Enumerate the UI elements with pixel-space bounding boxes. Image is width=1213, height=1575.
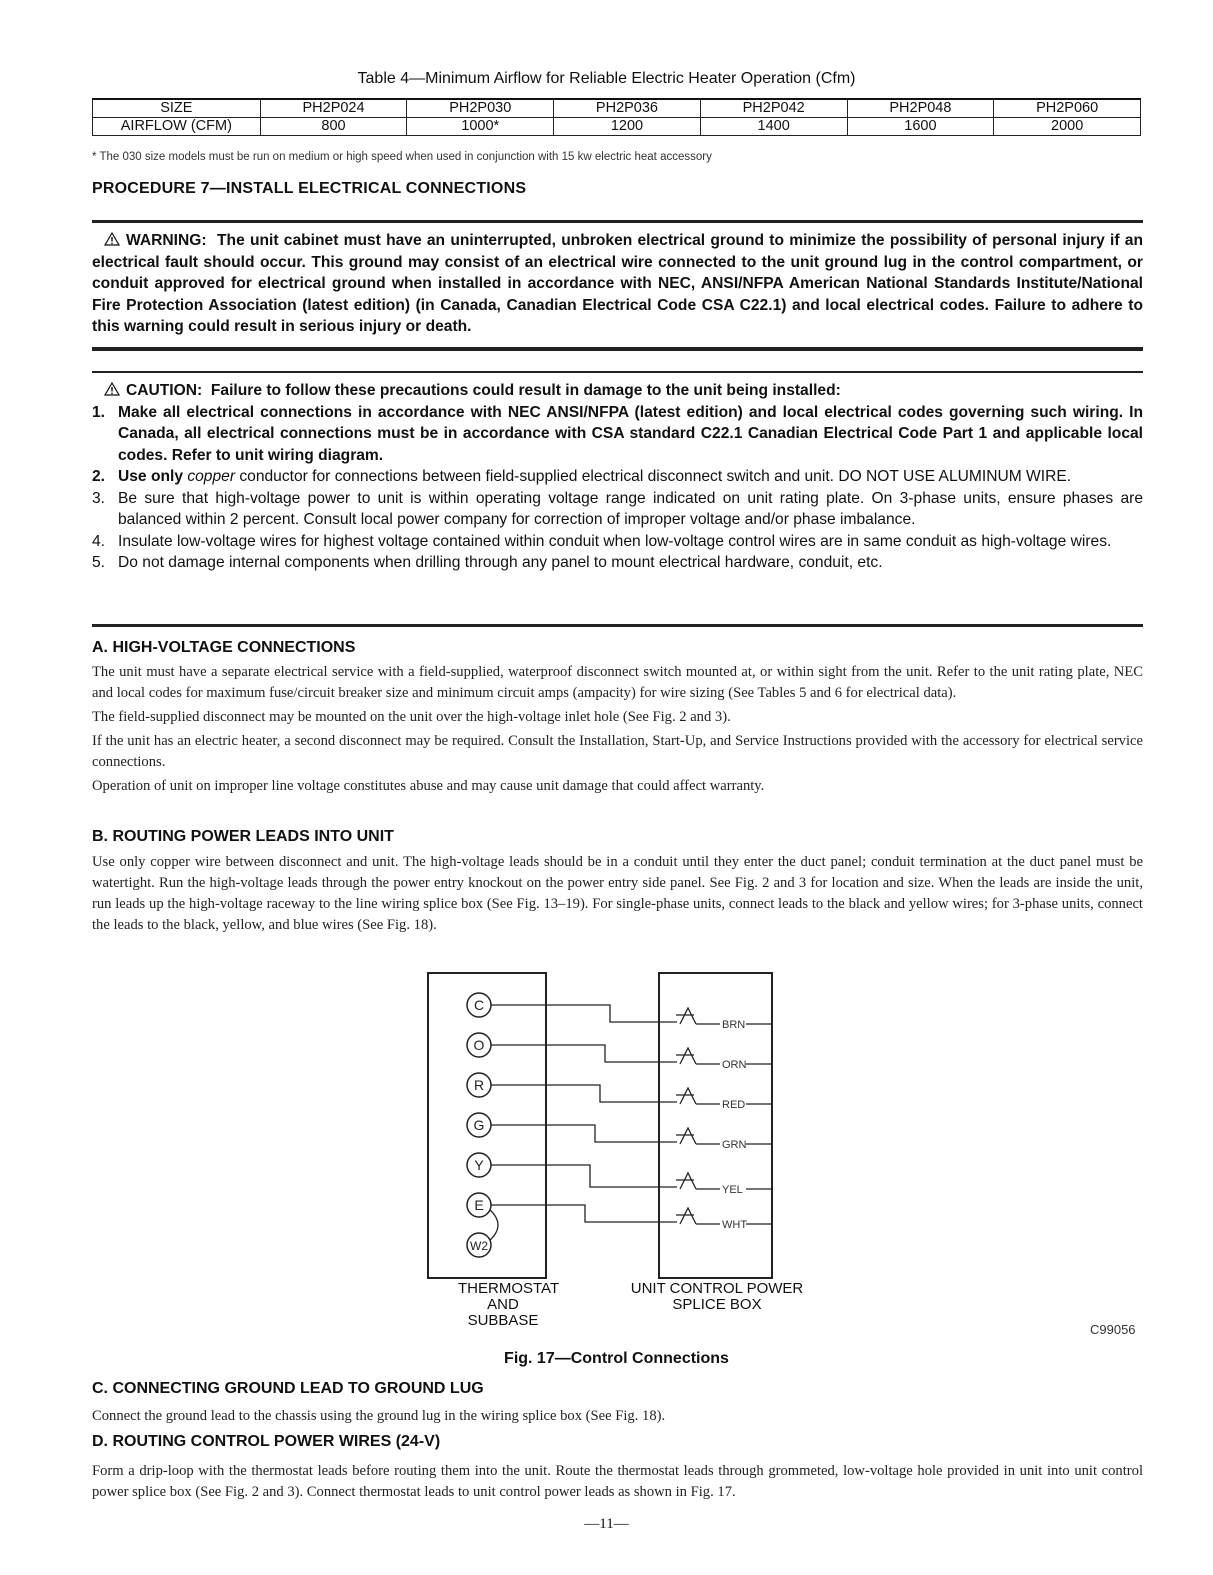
divider — [92, 371, 1143, 373]
thermostat-label-line1: THERMOSTAT — [458, 1280, 560, 1297]
caution-block — [92, 380, 1143, 574]
caution-item — [92, 531, 1143, 553]
wire-nut-icon — [680, 1088, 696, 1104]
table-cell: 1600 — [847, 118, 994, 136]
wire-nut-icon — [680, 1208, 696, 1224]
section-a-title: A. HIGH-VOLTAGE CONNECTIONS — [92, 639, 356, 656]
wire-brn — [491, 1005, 677, 1022]
figure-caption: Fig. 17—Control Connections — [504, 1350, 729, 1367]
caution-item-text: Insulate low-voltage wires for highest voltage contained within conduit when low-voltage control wires are in same conduit as high-voltage wires. — [118, 532, 1112, 550]
table-header-row — [93, 99, 1141, 118]
wire-yel — [491, 1165, 677, 1187]
terminal-label: R — [473, 1077, 485, 1093]
terminal-label: E — [474, 1197, 484, 1213]
caution-item — [92, 402, 1143, 467]
caution-item-number: 4. — [92, 532, 106, 550]
section-c-title: C. CONNECTING GROUND LEAD TO GROUND LUG — [92, 1380, 484, 1397]
caution-item-text: Make all electrical connections in accordance with NEC ANSI/NFPA (latest edition) and local electrical codes governing such wiring. In Canada, all electrical connections must be in accordance with CSA standard C22.1 Canadian Electrical Code Part 1 and applicable local codes. Refer to unit wiring diagram. — [118, 403, 1143, 464]
table-row — [93, 118, 1141, 136]
terminals — [467, 993, 491, 1257]
splice-box — [659, 973, 772, 1278]
caution-item-number: 2. — [92, 468, 106, 485]
caution-item-text: conductor for connections between field-supplied electrical disconnect switch and unit. DO NOT USE ALUMINUM WIRE. — [235, 468, 1072, 485]
caution-item-text: Do not damage internal components when drilling through any panel to mount electrical hardware, conduit, etc. — [118, 554, 883, 571]
section-a-body — [92, 662, 1143, 797]
wire-nut-icon — [680, 1048, 696, 1064]
section-c-body: Connect the ground lead to the chassis using the ground lug in the wiring splice box (See Fig. 18). — [92, 1408, 666, 1424]
paragraph: If the unit has an electric heater, a second disconnect may be required. Consult the Installation, Start-Up, and Service Instructions provided with the accessory for electrical service connections. — [92, 733, 1143, 770]
splice-box-label — [622, 1281, 812, 1313]
warning-text: The unit cabinet must have an uninterrupted, unbroken electrical ground to minimize the possibility of personal injury if an electrical fault should occur. This ground may consist of an electrical wire connected to the unit ground lug in the control compartment, or conduit approved for electrical ground when installed in accordance with NEC, ANSI/NFPA American National Standards Institute/National Fire Protection Association (latest edition) (in Canada, Canadian Electrical Code CSA C22.1) and local electrical codes. Failure to adhere to this warning could result in serious injury or death. — [92, 232, 1143, 335]
table-footnote: * The 030 size models must be run on medium or high speed when used in conjunction with 15 kw electric heat accessory — [92, 151, 712, 163]
wire-label-brn: BRN — [722, 1019, 746, 1031]
page-number: —11— — [584, 1516, 629, 1532]
terminal-label: G — [473, 1117, 485, 1133]
splice-box-label-line1: UNIT CONTROL POWER — [630, 1280, 804, 1297]
caution-item — [92, 466, 1143, 488]
caution-item-number: 5. — [92, 554, 106, 571]
caution-headline: Failure to follow these precautions could result in damage to the unit being installed: — [210, 382, 841, 399]
wire-label-orn: ORN — [722, 1059, 747, 1071]
caution-item-number: 3. — [92, 489, 106, 507]
divider — [92, 347, 1143, 351]
table-cell: PH2P036 — [554, 99, 701, 118]
wire-label-red: RED — [722, 1099, 746, 1111]
terminal-label: O — [473, 1037, 485, 1053]
table-cell: AIRFLOW (CFM) — [93, 118, 261, 136]
paragraph: The field-supplied disconnect may be mounted on the unit over the high-voltage inlet hole (See Fig. 2 and 3). — [92, 709, 731, 725]
section-d-body: Form a drip-loop with the thermostat leads before routing them into the unit. Route the thermostat leads through grommeted, low-voltage hole provided in unit into unit control power splice box (See Fig. 2 and 3). Connect thermostat leads to unit control power leads as shown in Fig. 17. — [92, 1463, 1143, 1500]
wire-orn — [491, 1045, 677, 1062]
wire-labels — [722, 1019, 747, 1231]
paragraph: Operation of unit on improper line voltage constitutes abuse and may cause unit damage that could affect warranty. — [92, 778, 765, 794]
splice-box-label-line2: SPLICE BOX — [672, 1296, 762, 1313]
table-cell: PH2P048 — [847, 99, 994, 118]
thermostat-label-line2: AND SUBBASE — [467, 1296, 539, 1329]
table-cell: 800 — [260, 118, 407, 136]
caution-item — [92, 552, 1143, 574]
wire-label-grn: GRN — [722, 1139, 747, 1151]
thermostat-label — [458, 1280, 560, 1329]
table-cell: PH2P060 — [994, 99, 1141, 118]
warning-label: WARNING: — [126, 232, 207, 249]
divider — [92, 220, 1143, 223]
terminal-label: C — [473, 997, 485, 1013]
figure-code: C99056 — [1090, 1322, 1136, 1337]
wiring — [489, 1005, 772, 1241]
warning-block — [92, 230, 1143, 338]
wire-label-yel: YEL — [722, 1184, 743, 1196]
terminal-label: Y — [474, 1157, 484, 1173]
caution-item-number: 1. — [92, 403, 106, 421]
divider — [92, 624, 1143, 627]
wire-nut-icon — [680, 1008, 696, 1024]
table-cell: 1200 — [554, 118, 701, 136]
caution-item-emphasis: copper — [187, 468, 236, 485]
paragraph: The unit must have a separate electrical service with a field-supplied, waterproof disconnect switch mounted at, or within sight from the unit. Refer to the unit rating plate, NEC and local codes for maximum fuse/circuit breaker size and minimum circuit amps (ampacity) for wire sizing (See Tables 5 and 6 for electrical data). — [92, 664, 1143, 701]
wire-red — [491, 1085, 677, 1102]
caution-item — [92, 488, 1143, 531]
table-cell: 1000* — [407, 118, 554, 136]
control-connections-diagram — [420, 968, 820, 1318]
wire-wht — [491, 1205, 677, 1222]
jumper-wire — [489, 1209, 498, 1241]
table-cell: PH2P024 — [260, 99, 407, 118]
caution-triangle-icon — [104, 382, 120, 396]
airflow-table — [92, 98, 1141, 136]
table-title: Table 4—Minimum Airflow for Reliable Electric Heater Operation (Cfm) — [357, 70, 856, 87]
wire-label-wht: WHT — [722, 1219, 748, 1231]
wire-nut-icon — [680, 1128, 696, 1144]
wire-nut-icon — [680, 1173, 696, 1189]
table-cell: 2000 — [994, 118, 1141, 136]
caution-label: CAUTION: — [126, 382, 203, 399]
terminal-label: W2 — [470, 1239, 488, 1253]
section-b-body: Use only copper wire between disconnect and unit. The high-voltage leads should be in a conduit until they enter the duct panel; conduit termination at the duct panel must be watertight. Run the high-voltage leads through the power entry knockout on the power entry side panel. See Fig. 2 and 3 for location and size. When the leads are inside the unit, run leads up the high-voltage raceway to the line wiring splice box (See Fig. 13–19). For single-phase units, connect leads to the black and yellow wires; for 3-phase units, connect the leads to the black, yellow, and blue wires (See Fig. 18). — [92, 854, 1143, 933]
warning-triangle-icon — [104, 232, 120, 246]
procedure-title: PROCEDURE 7—INSTALL ELECTRICAL CONNECTIONS — [92, 180, 527, 197]
table-cell: SIZE — [93, 99, 261, 118]
wire-grn — [491, 1125, 677, 1142]
section-d-title: D. ROUTING CONTROL POWER WIRES (24-V) — [92, 1433, 441, 1450]
section-b-title: B. ROUTING POWER LEADS INTO UNIT — [92, 828, 394, 845]
caution-item-text: Be sure that high-voltage power to unit is within operating voltage range indicated on unit rating plate. On 3-phase units, ensure phases are balanced within 2 percent. Consult local power company for correction of improper voltage and/or phase imbalance. — [118, 489, 1143, 528]
table-cell: 1400 — [700, 118, 847, 136]
caution-heading — [92, 380, 1143, 402]
table-cell: PH2P030 — [407, 99, 554, 118]
table-cell: PH2P042 — [700, 99, 847, 118]
caution-item-text-prefix: Use only — [118, 468, 188, 485]
